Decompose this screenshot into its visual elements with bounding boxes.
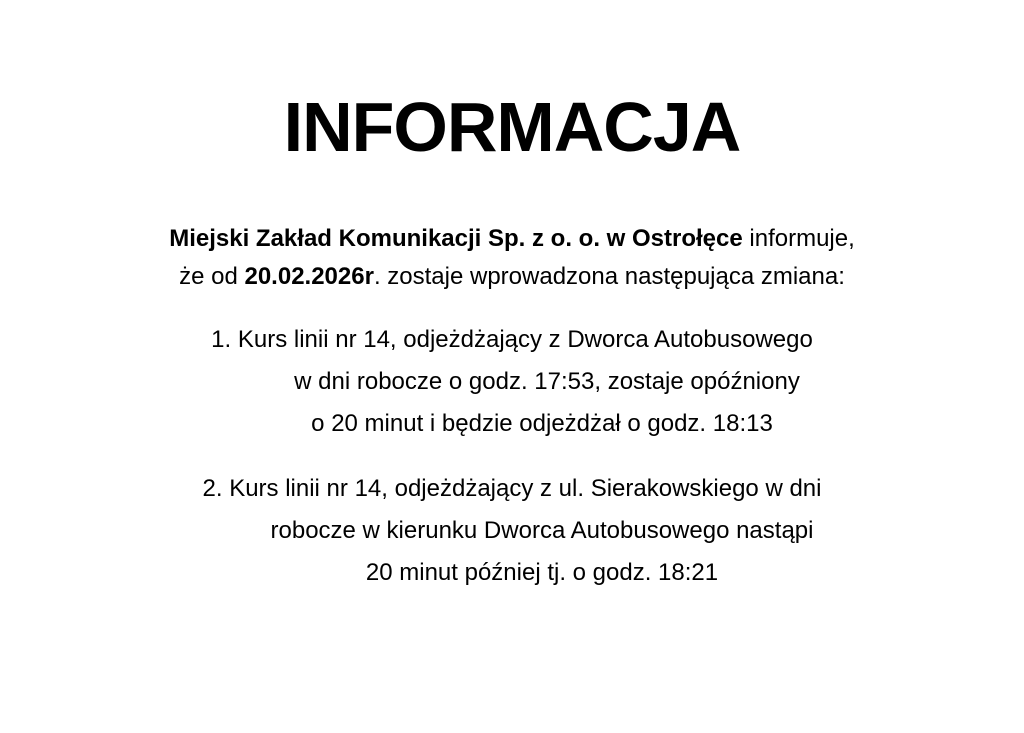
change-item-2-line-1: 2. Kurs linii nr 14, odjeżdżający z ul. Sierakowskiego w dni	[202, 475, 822, 502]
change-item-2-line-2: robocze w kierunku Dworca Autobusowego nastąpi	[270, 517, 814, 544]
company-name: Miejski Zakład Komunikacji Sp. z o. o. w Ostrołęce	[169, 225, 743, 252]
change-item-1-line-2: w dni robocze o godz. 17:53, zostaje opóźniony	[294, 368, 800, 395]
change-item-1	[0, 319, 1024, 445]
change-item-2-line-3: 20 minut później tj. o godz. 18:21	[365, 559, 719, 586]
notice-intro	[0, 220, 1024, 296]
intro-line-2-rest: . zostaje wprowadzona następująca zmiana:	[373, 263, 845, 290]
notice-title: INFORMACJA	[283, 88, 741, 166]
intro-line-2-prefix: że od	[179, 263, 245, 290]
change-item-2	[0, 468, 1024, 594]
effective-date: 20.02.2026r	[244, 263, 374, 290]
change-item-1-line-1: 1. Kurs linii nr 14, odjeżdżający z Dworca Autobusowego	[211, 326, 813, 353]
intro-line-1-rest: informuje,	[742, 225, 855, 252]
intro-line-1	[0, 220, 1024, 258]
intro-line-2	[0, 258, 1024, 296]
change-item-1-line-3: o 20 minut i będzie odjeżdżał o godz. 18:13	[311, 410, 773, 437]
